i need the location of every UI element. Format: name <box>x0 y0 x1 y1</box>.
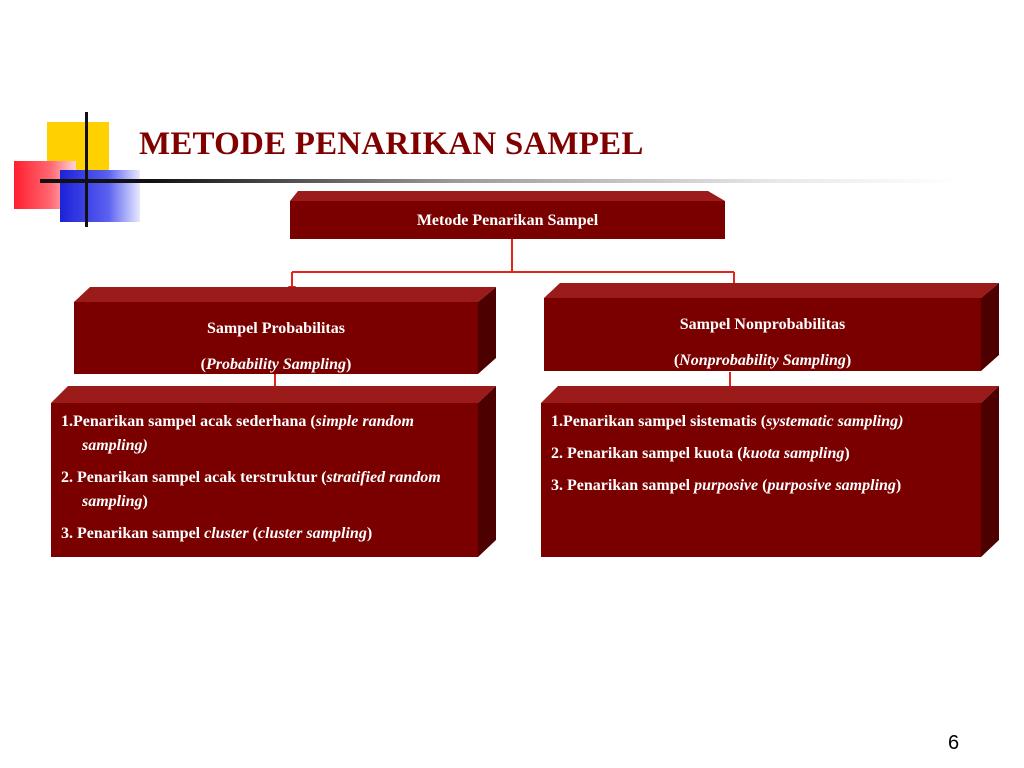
list-item: 1.Penarikan sampel acak sederhana (simple random sampling) <box>61 413 414 454</box>
probability-sublabel: (Probability Sampling) <box>200 356 352 373</box>
root-connector <box>292 239 734 290</box>
page-number: 6 <box>948 732 960 754</box>
root-label: Metode Penarikan Sampel <box>416 212 599 229</box>
nonprobability-label: Sampel Nonprobabilitas <box>679 316 846 333</box>
probability-header <box>74 311 478 383</box>
probability-label: Sampel Probabilitas <box>207 320 345 337</box>
list-item: 3. Penarikan sampel purposive (purposive sampling) <box>551 477 902 494</box>
list-item: 2. Penarikan sampel acak terstruktur (stratified random sampling) <box>61 469 441 510</box>
probability-list <box>61 410 473 546</box>
nonprobability-list <box>551 410 971 498</box>
list-item: 3. Penarikan sampel cluster (cluster sampling) <box>61 525 373 542</box>
nonprobability-header <box>544 307 981 379</box>
page-title: METODE PENARIKAN SAMPEL <box>139 126 644 162</box>
list-item: 2. Penarikan sampel kuota (kuota sampling) <box>551 445 850 462</box>
nonprobability-sublabel: (Nonprobability Sampling) <box>673 352 852 369</box>
list-item: 1.Penarikan sampel sistematis (systematic sampling) <box>551 413 904 430</box>
